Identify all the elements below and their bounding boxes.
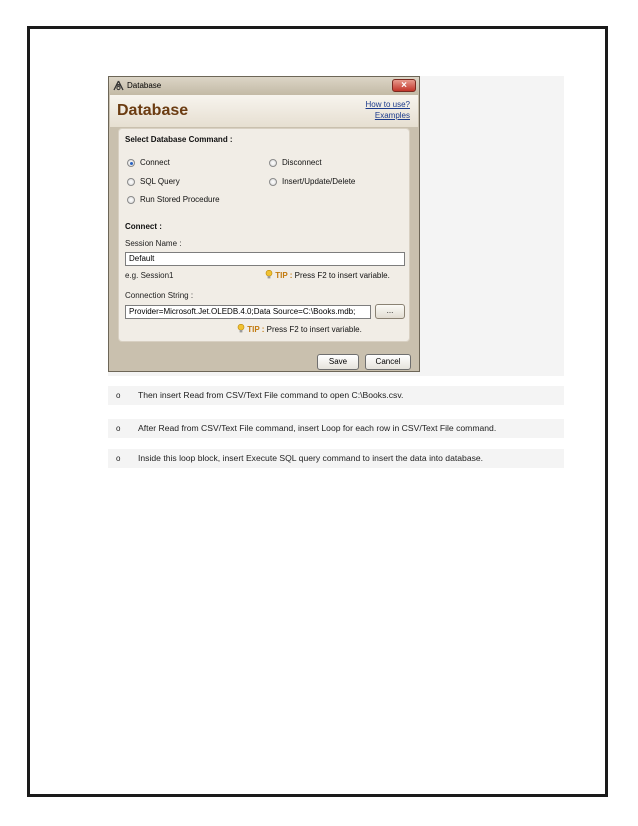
session-name-example: e.g. Session1 [125, 271, 174, 280]
browse-button[interactable]: ... [375, 304, 405, 319]
cancel-button[interactable]: Cancel [365, 354, 411, 370]
radio-insert-update-delete-button[interactable] [269, 178, 277, 186]
session-name-input[interactable]: Default [125, 252, 405, 266]
connection-tip-text: Press F2 to insert variable. [266, 325, 362, 334]
bullet-text: After Read from CSV/Text File command, insert Loop for each row in CSV/Text File command. [138, 423, 497, 433]
list-item [108, 419, 564, 438]
session-name-label: Session Name : [125, 239, 182, 248]
close-icon: × [401, 80, 407, 91]
bullet-marker: o [116, 391, 121, 400]
radio-sql-query-button[interactable] [127, 178, 135, 186]
lightbulb-icon [265, 270, 273, 279]
how-to-use-link[interactable]: How to use? [365, 100, 410, 109]
bullet-marker: o [116, 424, 121, 433]
radio-disconnect-label: Disconnect [282, 158, 322, 167]
connection-tip-label: TIP : [247, 325, 265, 334]
bullet-text: Then insert Read from CSV/Text File command to open C:\Books.csv. [138, 390, 404, 400]
list-item [108, 386, 564, 405]
examples-link[interactable]: Examples [374, 111, 410, 120]
bullet-text: Inside this loop block, insert Execute SQL query command to insert the data into database. [138, 453, 484, 463]
app-logo-icon [113, 80, 124, 91]
radio-disconnect-button[interactable] [269, 159, 277, 167]
window-title: Database [127, 81, 162, 90]
radio-sql-query-label: SQL Query [140, 177, 180, 186]
list-item [108, 449, 564, 468]
session-tip [265, 270, 390, 280]
save-button[interactable]: Save [317, 354, 359, 370]
close-button[interactable] [392, 79, 416, 92]
connection-tip [237, 324, 362, 334]
bullet-marker: o [116, 454, 121, 463]
radio-connect-button[interactable] [127, 159, 135, 167]
command-panel [118, 128, 410, 342]
radio-connect-label: Connect [140, 158, 170, 167]
dialog-titlebar[interactable] [109, 77, 419, 95]
radio-insert-update-delete-label: Insert/Update/Delete [282, 177, 356, 186]
database-dialog [108, 76, 420, 372]
connection-string-label: Connection String : [125, 291, 194, 300]
dialog-header [110, 95, 418, 127]
lightbulb-icon [237, 324, 245, 333]
radio-run-stored-procedure-button[interactable] [127, 196, 135, 204]
select-command-label: Select Database Command : [125, 135, 233, 144]
dialog-heading: Database [117, 102, 189, 119]
session-tip-text: Press F2 to insert variable. [294, 271, 390, 280]
radio-run-stored-procedure-label: Run Stored Procedure [140, 195, 220, 204]
session-tip-label: TIP : [275, 271, 293, 280]
connection-string-input[interactable]: Provider=Microsoft.Jet.OLEDB.4.0;Data Source=C:\Books.mdb; [125, 305, 371, 319]
connect-section-label: Connect : [125, 222, 162, 231]
